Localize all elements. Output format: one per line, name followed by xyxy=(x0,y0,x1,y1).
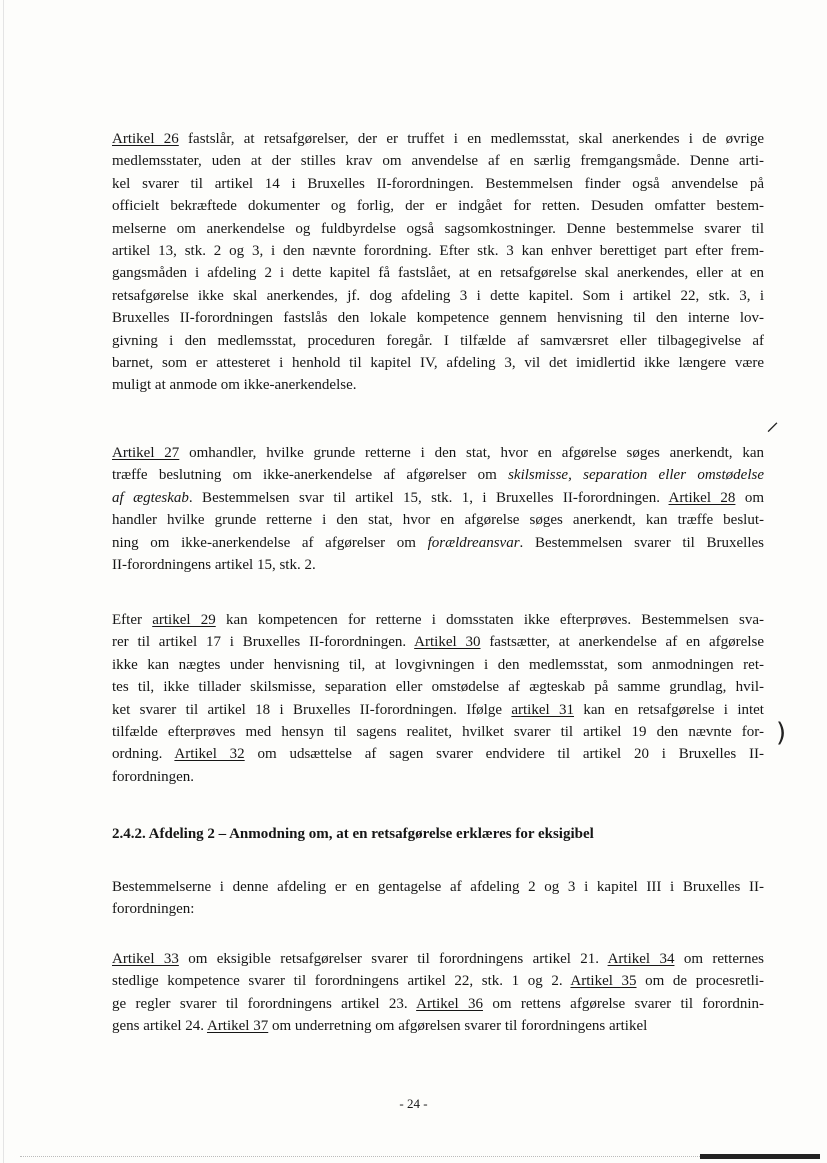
text-line xyxy=(112,948,764,970)
text-line: kel svarer til artikel 14 i Bruxelles II-forordningen. Bestemmelsen finder også anvendelse på xyxy=(112,175,764,192)
text-line xyxy=(112,464,764,486)
text-run: omhandler, hvilke grunde retterne i den stat, hvor en afgørelse søges anerkendt, kan xyxy=(179,445,764,461)
text-line: givning i den medlemsstat, proceduren foregår. I tilfælde af samværsret eller tilbagegivelse af xyxy=(112,332,764,349)
text-run: stedlige kompetence svarer til forordningens artikel 22, stk. 1 og 2. xyxy=(112,973,571,990)
scan-bracket-icon: ) xyxy=(776,718,787,748)
text-line: melserne om anerkendelse og fuldbyrdelse også sagsomkostninger. Denne bestemmelse svarer til xyxy=(112,220,764,237)
article-link[interactable]: Artikel 32 xyxy=(174,746,245,763)
text-run: om udsættelse af sagen svarer endvidere til artikel 20 i Bruxelles II- xyxy=(244,746,764,763)
text-line xyxy=(112,609,764,631)
italic-run: forældreansvar xyxy=(427,534,520,551)
italic-run: skilsmisse, separation eller omstødelse xyxy=(508,467,764,484)
text-line: forordningen: xyxy=(112,901,195,918)
text-line xyxy=(112,442,764,464)
text-line: medlemsstater, uden at der stilles krav om anvendelse af en særlig fremgangsmåde. Denne arti- xyxy=(112,153,764,170)
text-line: Bruxelles II-forordningen fastslås den lokale kompetence gennem henvisning til den interne lov- xyxy=(112,310,764,327)
paragraph-artikel-29-32 xyxy=(112,609,764,788)
text-run: ket svarer til artikel 18 i Bruxelles II-forordningen. Ifølge xyxy=(112,701,512,718)
text-run: . Bestemmelsen svar til artikel 15, stk. 1, i Bruxelles II-forordningen. xyxy=(188,489,669,506)
text-line: artikel 13, stk. 2 og 3, i den nævnte forordning. Efter stk. 3 kan enhver berettiget part efter frem- xyxy=(112,243,764,260)
article-link[interactable]: Artikel 30 xyxy=(414,634,481,651)
text-line: tilfælde efterprøves med hensyn til sagens realitet, hvilket svarer til artikel 19 den nævnte for- xyxy=(112,724,764,741)
text-run: om rettens afgørelse svarer til forordnin- xyxy=(482,995,764,1012)
text-run: Efter xyxy=(112,612,153,628)
paragraph-artikel-33-37 xyxy=(112,948,764,1038)
text-run: ordning. xyxy=(112,746,175,763)
text-line xyxy=(112,970,764,992)
page-number: - 24 - xyxy=(399,1096,428,1111)
article-link[interactable]: Artikel 33 xyxy=(112,951,179,967)
text-line: handler hvilke grunde retterne i den stat, hvor en afgørelse søges anerkendt, kan træffe beslut- xyxy=(112,512,764,529)
text-run: om underretning om afgørelsen svarer til forordningens artikel xyxy=(268,1018,648,1035)
text-run: gens artikel 24. xyxy=(112,1018,207,1035)
text-run: ge regler svarer til forordningens artikel 23. xyxy=(112,995,417,1012)
scan-artifact xyxy=(20,1156,700,1157)
text-line xyxy=(112,699,764,721)
scan-artifact-bar xyxy=(700,1154,820,1159)
text-line: barnet, som er attesteret i henhold til kapitel IV, afdeling 3, vil det imidlertid ikke længere være xyxy=(112,355,764,372)
paragraph-artikel-27-28 xyxy=(112,442,764,576)
article-link[interactable]: artikel 29 xyxy=(152,612,216,628)
text-line: muligt at anmode om ikke-anerkendelse. xyxy=(112,377,357,394)
section-heading: 2.4.2. Afdeling 2 – Anmodning om, at en retsafgørelse erklæres for eksigibel xyxy=(112,826,594,842)
text-line: gangsmåden i afdeling 2 i dette kapitel få fastslået, at en retsafgørelse skal anerkendes, eller at en xyxy=(112,265,764,282)
text-run: fastsætter, at anerkendelse af en afgørelse xyxy=(480,634,764,651)
text-run: ning om ikke-anerkendelse af afgørelser om xyxy=(112,534,428,551)
text-run: . Bestemmelsen svarer til Bruxelles xyxy=(519,534,764,551)
text-run: rer til artikel 17 i Bruxelles II-forordningen. xyxy=(112,634,415,651)
text-run: om eksigible retsafgørelser svarer til forordningens artikel 21. xyxy=(178,951,608,967)
text-line xyxy=(112,487,764,509)
text-run: om retternes xyxy=(674,951,764,967)
paragraph-bestemmelserne xyxy=(112,876,764,921)
text-line: ikke kan nægtes under henvisning til, at lovgivningen i den medlemsstat, som anmodningen ret- xyxy=(112,656,764,673)
text-line: forordningen. xyxy=(112,768,195,785)
text-run: fastslår, at retsafgørelser, der er truffet i en medlemsstat, skal anerkendes i de øvrige xyxy=(178,131,764,147)
article-link[interactable]: Artikel 28 xyxy=(668,489,736,506)
text-line: Bestemmelserne i denne afdeling er en gentagelse af afdeling 2 og 3 i kapitel III i Bruxelles II- xyxy=(112,879,764,895)
italic-run: af ægteskab xyxy=(112,489,189,506)
article-link[interactable]: Artikel 35 xyxy=(570,973,637,990)
text-run: kan kompetencen for retterne i domsstaten ikke efterprøves. Bestemmelsen sva- xyxy=(215,612,764,628)
text-line xyxy=(112,532,764,554)
text-run: om xyxy=(735,489,764,506)
text-line xyxy=(112,1015,764,1037)
article-link[interactable]: Artikel 36 xyxy=(416,995,483,1012)
scan-mark-icon: ⸝ xyxy=(766,407,780,437)
text-line: retsafgørelse ikke skal anerkendes, jf. dog afdeling 3 i dette kapitel. Som i artikel 22, stk. 3, i xyxy=(112,287,764,304)
text-line xyxy=(112,993,764,1015)
text-line xyxy=(112,128,764,150)
article-link[interactable]: Artikel 27 xyxy=(112,445,180,461)
paragraph-artikel-26 xyxy=(112,128,764,397)
text-line: tes til, ikke tillader skilsmisse, separation eller omstødelse af ægteskab på samme grundlag, hvil- xyxy=(112,679,764,696)
scan-edge xyxy=(3,0,4,1163)
article-link[interactable]: Artikel 37 xyxy=(206,1018,269,1035)
text-line: II-forordningens artikel 15, stk. 2. xyxy=(112,557,316,574)
article-link[interactable]: Artikel 34 xyxy=(607,951,675,967)
article-link[interactable]: Artikel 26 xyxy=(112,131,179,147)
text-run: om de procesretli- xyxy=(636,973,764,990)
article-link[interactable]: artikel 31 xyxy=(511,701,575,718)
text-run: kan en retsafgørelse i intet xyxy=(574,701,764,718)
text-line xyxy=(112,631,764,653)
text-line: officielt bekræftede dokumenter og forlig, der er indgået for retten. Desuden omfatter bestem- xyxy=(112,198,764,215)
text-line xyxy=(112,743,764,765)
text-run: træffe beslutning om ikke-anerkendelse af afgørelser om xyxy=(112,467,509,484)
